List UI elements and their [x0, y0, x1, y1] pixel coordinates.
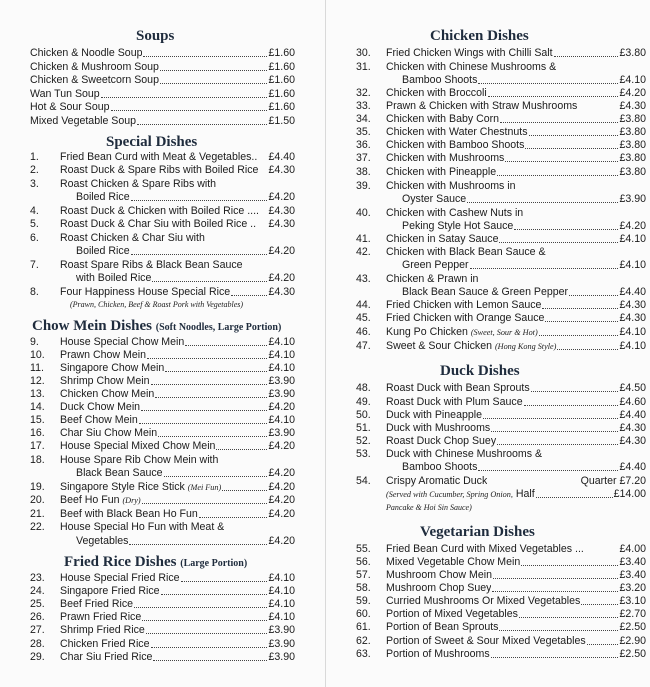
menu-line: 57. Mushroom Chow Mein £3.40	[356, 569, 646, 581]
dot-leader	[542, 299, 618, 309]
menu-line: 50. Duck with Pineapple £4.40	[356, 409, 646, 421]
menu-line: 43. Chicken & Prawn in	[356, 273, 479, 285]
dot-leader	[151, 638, 268, 648]
menu-line: Black Bean Sauce & Green Pepper £4.40	[402, 286, 646, 298]
menu-line: 46. Kung Po Chicken (Sweet, Sour & Hot) £4.10	[356, 326, 646, 338]
menu-line: 27. Shrimp Fried Rice £3.90	[30, 624, 295, 636]
special-note: (Prawn, Chicken, Beef & Roast Pork with Vegetables)	[70, 300, 244, 309]
dot-leader	[142, 494, 268, 504]
dot-leader	[505, 152, 618, 162]
menu-line: Vegetables £4.20	[76, 535, 295, 547]
menu-line: 53. Duck with Chinese Mushrooms &	[356, 448, 543, 460]
menu-line: 29. Char Siu Fried Rice £3.90	[30, 651, 295, 663]
chicken-dishes-heading: Chicken Dishes	[430, 28, 529, 44]
dot-leader	[554, 47, 619, 57]
dot-leader	[478, 74, 618, 84]
dot-leader	[587, 635, 619, 645]
menu-line: 10. Prawn Chow Mein £4.10	[30, 349, 295, 361]
menu-line: 60. Portion of Mixed Vegetables £2.70	[356, 608, 646, 620]
dot-leader	[491, 422, 618, 432]
menu-line: 37. Chicken with Mushrooms £3.80	[356, 152, 646, 164]
dot-leader	[181, 572, 268, 582]
menu-line: Chicken & Mushroom Soup £1.60	[30, 61, 295, 73]
menu-line: 20. Beef Ho Fun (Dry) £4.20	[30, 494, 295, 506]
crispy-duck-quarter-line: 54. Crispy Aromatic Duck Quarter £7.20	[356, 475, 646, 487]
menu-line: 3. Roast Chicken & Spare Ribs with	[30, 178, 217, 190]
menu-line: 41. Chicken in Satay Sauce £4.10	[356, 233, 646, 245]
menu-line: 62. Portion of Sweet & Sour Mixed Vegetables £2.90	[356, 635, 646, 647]
dot-leader	[493, 569, 619, 579]
menu-line: Hot & Sour Soup £1.60	[30, 101, 295, 113]
menu-line: 55. Fried Bean Curd with Mixed Vegetables ... £4.00	[356, 543, 646, 555]
menu-line: Green Pepper £4.10	[402, 259, 646, 271]
menu-line: with Boiled Rice £4.20	[76, 272, 295, 284]
menu-line: 51. Duck with Mushrooms £4.30	[356, 422, 646, 434]
dot-leader	[531, 382, 619, 392]
menu-line: 9. House Special Chow Mein £4.10	[30, 336, 295, 348]
dot-leader	[521, 556, 618, 566]
menu-line: 18. House Spare Rib Chow Mein with	[30, 454, 219, 466]
menu-line: 28. Chicken Fried Rice £3.90	[30, 638, 295, 650]
dot-leader	[478, 461, 618, 471]
dot-leader	[529, 126, 619, 136]
menu-line: 17. House Special Mixed Chow Mein £4.20	[30, 440, 295, 452]
menu-line: 58. Mushroom Chop Suey £3.20	[356, 582, 646, 594]
crispy-duck-note: Pancake & Hoi Sin Sauce)	[386, 503, 472, 512]
dot-leader	[153, 651, 267, 661]
menu-line: Peking Style Hot Sauce £4.20	[402, 220, 646, 232]
chow-mein-heading: Chow Mein Dishes (Soft Noodles, Large Portion)	[32, 318, 282, 334]
dot-leader	[158, 427, 267, 437]
menu-line: 24. Singapore Fried Rice £4.10	[30, 585, 295, 597]
menu-line: 40. Chicken with Cashew Nuts in	[356, 207, 524, 219]
menu-line: 4. Roast Duck & Chicken with Boiled Rice .... £4.30	[30, 205, 295, 217]
dot-leader	[524, 396, 619, 406]
dot-leader	[129, 535, 267, 545]
menu-line: 42. Chicken with Black Bean Sauce &	[356, 246, 546, 258]
menu-line: 25. Beef Fried Rice £4.10	[30, 598, 295, 610]
dot-leader	[143, 47, 267, 57]
dot-leader	[137, 115, 267, 125]
menu-line: 13. Chicken Chow Mein £3.90	[30, 388, 295, 400]
menu-line: 16. Char Siu Chow Mein £3.90	[30, 427, 295, 439]
dot-leader	[231, 286, 267, 296]
menu-line: 56. Mixed Vegetable Chow Mein £3.40	[356, 556, 646, 568]
menu-line: 11. Singapore Chow Mein £4.10	[30, 362, 295, 374]
dot-leader	[519, 608, 619, 618]
dot-leader	[160, 61, 268, 71]
menu-line: Boiled Rice £4.20	[76, 191, 295, 203]
dot-leader	[152, 272, 267, 282]
vegetarian-dishes-heading: Vegetarian Dishes	[420, 524, 535, 540]
dot-leader	[569, 286, 618, 296]
dot-leader	[164, 467, 268, 477]
menu-line: Oyster Sauce £3.90	[402, 193, 646, 205]
dot-leader	[101, 88, 268, 98]
dot-leader	[111, 101, 268, 111]
dot-leader	[492, 582, 618, 592]
menu-line: 52. Roast Duck Chop Suey £4.30	[356, 435, 646, 447]
dot-leader	[134, 598, 267, 608]
menu-line: 36. Chicken with Bamboo Shoots £3.80	[356, 139, 646, 151]
dot-leader	[185, 336, 267, 346]
menu-line: 31. Chicken with Chinese Mushrooms &	[356, 61, 557, 73]
dot-leader	[536, 488, 613, 498]
menu-line: Boiled Rice £4.20	[76, 245, 295, 257]
menu-line: 26. Prawn Fried Rice £4.10	[30, 611, 295, 623]
dot-leader	[222, 481, 267, 491]
dot-leader	[131, 191, 268, 201]
soups-heading: Soups	[136, 28, 175, 44]
special-dishes-heading: Special Dishes	[106, 134, 198, 150]
menu-line: Mixed Vegetable Soup £1.50	[30, 115, 295, 127]
dot-leader	[483, 409, 618, 419]
dot-leader	[155, 388, 267, 398]
dot-leader	[141, 401, 267, 411]
menu-line: 34. Chicken with Baby Corn £3.80	[356, 113, 646, 125]
menu-line: 15. Beef Chow Mein £4.10	[30, 414, 295, 426]
dot-leader	[525, 139, 618, 149]
menu-line: 2. Roast Duck & Spare Ribs with Boiled Rice £4.30	[30, 164, 295, 176]
menu-line: 5. Roast Duck & Char Siu with Boiled Rice .. £4.30	[30, 218, 295, 230]
duck-dishes-heading: Duck Dishes	[440, 363, 520, 379]
menu-line: 47. Sweet & Sour Chicken (Hong Kong Style) £4.10	[356, 340, 646, 352]
menu-line: 19. Singapore Style Rice Stick (Mei Fun) £4.20	[30, 481, 295, 493]
dot-leader	[216, 440, 267, 450]
menu-line: Wan Tun Soup £1.60	[30, 88, 295, 100]
dot-leader	[147, 349, 268, 359]
menu-line: 61. Portion of Bean Sprouts £2.50	[356, 621, 646, 633]
menu-line: Black Bean Sauce £4.20	[76, 467, 295, 479]
dot-leader	[488, 87, 619, 97]
dot-leader	[497, 166, 618, 176]
menu-line: Bamboo Shoots £4.40	[402, 461, 646, 473]
menu-line: Chicken & Noodle Soup £1.60	[30, 47, 295, 59]
menu-line: 35. Chicken with Water Chestnuts £3.80	[356, 126, 646, 138]
menu-line: Chicken & Sweetcorn Soup £1.60	[30, 74, 295, 86]
menu-line: 6. Roast Chicken & Char Siu with	[30, 232, 205, 244]
menu-line: 7. Roast Spare Ribs & Black Bean Sauce	[30, 259, 243, 271]
dot-leader	[539, 326, 619, 336]
menu-line: 8. Four Happiness House Special Rice £4.30	[30, 286, 295, 298]
dot-leader	[146, 624, 268, 634]
menu-line: 30. Fried Chicken Wings with Chilli Salt £3.80	[356, 47, 646, 59]
dot-leader	[500, 113, 618, 123]
menu-line: 48. Roast Duck with Bean Sprouts £4.50	[356, 382, 646, 394]
menu-line: 63. Portion of Mushrooms £2.50	[356, 648, 646, 660]
menu-line: 44. Fried Chicken with Lemon Sauce £4.30	[356, 299, 646, 311]
menu-line: 1. Fried Bean Curd with Meat & Vegetables.. £4.40	[30, 151, 295, 163]
menu-line: 38. Chicken with Pineapple £3.80	[356, 166, 646, 178]
fried-rice-heading: Fried Rice Dishes (Large Portion)	[64, 554, 248, 570]
dot-leader	[491, 648, 619, 658]
dot-leader	[139, 414, 268, 424]
menu-line: Bamboo Shoots £4.10	[402, 74, 646, 86]
dot-leader	[161, 585, 268, 595]
dot-leader	[131, 245, 268, 255]
menu-line: 21. Beef with Black Bean Ho Fun £4.20	[30, 508, 295, 520]
dot-leader	[497, 435, 618, 445]
menu-line: 45. Fried Chicken with Orange Sauce £4.30	[356, 312, 646, 324]
menu-line: 12. Shrimp Chow Mein £3.90	[30, 375, 295, 387]
menu-line: 14. Duck Chow Mein £4.20	[30, 401, 295, 413]
dot-leader	[557, 340, 618, 350]
dot-leader	[499, 621, 618, 631]
dot-leader	[514, 220, 618, 230]
dot-leader	[467, 193, 618, 203]
menu-line: 33. Prawn & Chicken with Straw Mushrooms £4.30	[356, 100, 646, 112]
menu-line: 32. Chicken with Broccoli £4.20	[356, 87, 646, 99]
dot-leader	[160, 74, 268, 84]
menu-line: 23. House Special Fried Rice £4.10	[30, 572, 295, 584]
menu-line: 49. Roast Duck with Plum Sauce £4.60	[356, 396, 646, 408]
menu-line: 22. House Special Ho Fun with Meat &	[30, 521, 225, 533]
menu-line: 59. Curried Mushrooms Or Mixed Vegetables £3.10	[356, 595, 646, 607]
dot-leader	[199, 508, 268, 518]
dot-leader	[142, 611, 267, 621]
dot-leader	[581, 595, 618, 605]
crispy-duck-half-line: (Served with Cucumber, Spring Onion, Half £14.00	[386, 488, 646, 500]
dot-leader	[499, 233, 618, 243]
dot-leader	[545, 312, 618, 322]
dot-leader	[151, 375, 268, 385]
dot-leader	[470, 259, 619, 269]
right-column	[325, 0, 650, 687]
dot-leader	[165, 362, 267, 372]
menu-line: 39. Chicken with Mushrooms in	[356, 180, 516, 192]
